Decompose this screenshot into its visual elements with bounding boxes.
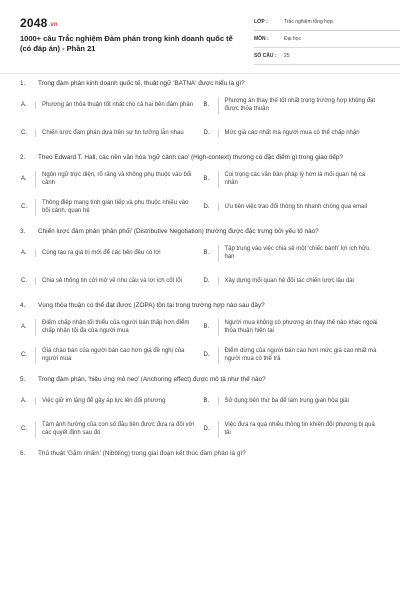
answer-text: Ngôn ngữ trực diện, rõ ràng và không phụ thuộc vào bối cảnh (35, 171, 198, 188)
answer-text: Ưu tiên việc trao đổi thông tin nhanh chóng qua email (218, 203, 381, 212)
question-text-row (20, 449, 380, 458)
answer-option[interactable] (204, 196, 381, 218)
answer-options (21, 316, 380, 366)
question-number: 4. (20, 302, 26, 309)
answer-letter: B. (203, 398, 210, 404)
answer-text: Cùng tạo ra giá trị mới để các bên đều có lợi (35, 249, 198, 258)
question-list (20, 79, 380, 467)
question-number: 1. (20, 80, 26, 87)
answer-option[interactable] (204, 242, 381, 264)
answer-text: Điểm chấp nhận tối thiểu của người bán thấp hơn điểm chấp nhận tối đa của người mua (35, 319, 198, 336)
answer-text: Phương án thay thế tốt nhất trong trường hợp không đạt được thỏa thuận (218, 97, 381, 114)
answer-option[interactable] (204, 390, 381, 412)
answer-row (21, 344, 380, 366)
meta-value: Trắc nghiệm tổng hợp (284, 19, 333, 25)
answer-text: Thông điệp mang tính gián tiếp và phụ thuộc nhiều vào bối cảnh, quan hệ (35, 199, 198, 216)
answer-letter: D. (203, 352, 210, 358)
answer-text: Việc đưa ra quá nhiều thông tin khiến đối phương bị quá tải (218, 421, 381, 438)
question-number: 2. (20, 154, 26, 161)
answer-option[interactable] (21, 196, 198, 218)
question-6 (20, 449, 380, 458)
logo[interactable] (20, 16, 58, 30)
question-text: Chiến lược đàm phán 'phân phối' (Distributive Negotiation) thường được đặc trưng bởi yếu tố nào? (38, 228, 319, 235)
answer-text: Tập trung vào việc chia sẻ một 'chiếc bánh' lợi ích hữu hạn (218, 245, 381, 262)
answer-option[interactable] (21, 122, 198, 144)
answer-text: Chiến lược đàm phán dựa trên sự tin tưởng lẫn nhau (35, 129, 198, 138)
answer-text: Mức giá cao nhất mà người mua có thể chấp nhận (218, 129, 381, 138)
answer-letter: B. (203, 324, 210, 330)
meta-value: Đại học (284, 36, 301, 42)
answer-row (21, 196, 380, 218)
answer-option[interactable] (21, 168, 198, 190)
answer-row (21, 316, 380, 338)
meta-row-class (254, 14, 400, 31)
answer-letter: C. (21, 426, 27, 432)
answer-options (21, 168, 380, 218)
answer-letter: A. (21, 324, 27, 330)
meta-panel (254, 14, 400, 65)
answer-row (21, 122, 380, 144)
answer-letter: D. (203, 426, 210, 432)
question-number: 6. (20, 450, 26, 457)
answer-option[interactable] (21, 242, 198, 264)
question-text: Vùng thỏa thuận có thể đạt được (ZOPA) tồn tại trong trường hợp nào sau đây? (38, 302, 265, 309)
answer-letter: A. (21, 102, 27, 108)
meta-label: SỐ CÂU : (254, 53, 277, 59)
answer-letter: B. (203, 176, 210, 182)
answer-option[interactable] (21, 390, 198, 412)
meta-value: 25 (284, 53, 290, 59)
question-text-row (20, 227, 380, 236)
answer-options (21, 242, 380, 292)
question-text-row (20, 153, 380, 162)
answer-letter: C. (21, 204, 27, 210)
answer-option[interactable] (204, 418, 381, 440)
answer-letter: A. (21, 250, 27, 256)
question-text-row (20, 375, 380, 384)
answer-letter: D. (203, 130, 210, 136)
answer-letter: D. (203, 204, 210, 210)
answer-text: Xây dựng mối quan hệ đối tác chiến lược lâu dài (218, 277, 381, 286)
document-title: 1000+ câu Trắc nghiệm Đàm phán trong kinh doanh quốc tế (có đáp án) - Phần 21 (20, 34, 233, 53)
answer-row (21, 270, 380, 292)
answer-option[interactable] (21, 270, 198, 292)
question-text: Theo Edward T. Hall, các nền văn hóa 'ngữ cảnh cao' (High-context) thường có đặc điểm gì trong giao tiếp? (38, 154, 343, 161)
answer-text: Chia sẻ thông tin cởi mở về nhu cầu và lợi ích cốt lõi (35, 277, 198, 286)
answer-row (21, 242, 380, 264)
header-divider (0, 73, 400, 74)
answer-option[interactable] (204, 316, 381, 338)
answer-text: Người mua không có phương án thay thế nào khác ngoài thỏa thuận hiện tại (218, 319, 381, 336)
answer-option[interactable] (21, 316, 198, 338)
answer-letter: A. (21, 398, 27, 404)
logo-number: 2048 (20, 16, 48, 30)
answer-text: Việc giữ im lặng để gây áp lực lên đối phương (35, 397, 198, 406)
answer-letter: A. (21, 176, 27, 182)
answer-text: Giá chào bán của người bán cao hơn giá đề nghị của người mua (35, 347, 198, 364)
meta-label: LỚP : (254, 19, 268, 25)
answer-letter: C. (21, 278, 27, 284)
answer-letter: C. (21, 352, 27, 358)
answer-options (21, 390, 380, 440)
answer-text: Sử dụng bên thứ ba để làm trung gian hòa giải (218, 397, 381, 406)
answer-text: Coi trọng các văn bản pháp lý hơn là mối quan hệ cá nhân (218, 171, 381, 188)
answer-row (21, 418, 380, 440)
answer-option[interactable] (204, 270, 381, 292)
answer-option[interactable] (204, 122, 381, 144)
question-text-row (20, 79, 380, 88)
question-text-row (20, 301, 380, 310)
question-text: Trong đàm phán, 'hiệu ứng mỏ neo' (Anchoring effect) được mô tả như thế nào? (38, 376, 266, 383)
answer-options (21, 94, 380, 144)
answer-row (21, 94, 380, 116)
answer-letter: D. (203, 278, 210, 284)
question-2 (20, 153, 380, 218)
question-3 (20, 227, 380, 292)
answer-text: Tâm ảnh hưởng của con số đầu tiên được đưa ra đối với các quyết định sau đó (35, 421, 198, 438)
question-number: 3. (20, 228, 26, 235)
answer-letter: C. (21, 130, 27, 136)
logo-tld: .vn (48, 22, 58, 28)
answer-text: Điểm dừng của người bán cao hơn mức giá cao nhất mà người mua có thể trả (218, 347, 381, 364)
header (20, 14, 380, 66)
meta-label: MÔN : (254, 36, 269, 42)
answer-option[interactable] (204, 168, 381, 190)
answer-letter: B. (203, 250, 210, 256)
answer-option[interactable] (21, 418, 198, 440)
answer-option[interactable] (204, 344, 381, 366)
meta-row-subject (254, 31, 400, 48)
answer-option[interactable] (21, 344, 198, 366)
answer-option[interactable] (204, 94, 381, 116)
meta-row-count (254, 48, 400, 65)
answer-row (21, 390, 380, 412)
question-4 (20, 301, 380, 366)
question-5 (20, 375, 380, 440)
answer-letter: B. (203, 102, 210, 108)
question-number: 5. (20, 376, 26, 383)
answer-option[interactable] (21, 94, 198, 116)
question-1 (20, 79, 380, 144)
question-text: Trong đàm phán kinh doanh quốc tế, thuật ngữ 'BATNA' được hiểu là gì? (38, 80, 245, 87)
answer-text: Phương án thỏa thuận tốt nhất cho cả hai bên đàm phán (35, 101, 198, 110)
answer-row (21, 168, 380, 190)
question-text: Thủ thuật 'Gặm nhấm' (Nibbling) trong giai đoạn kết thúc đàm phán là gì? (38, 450, 246, 457)
